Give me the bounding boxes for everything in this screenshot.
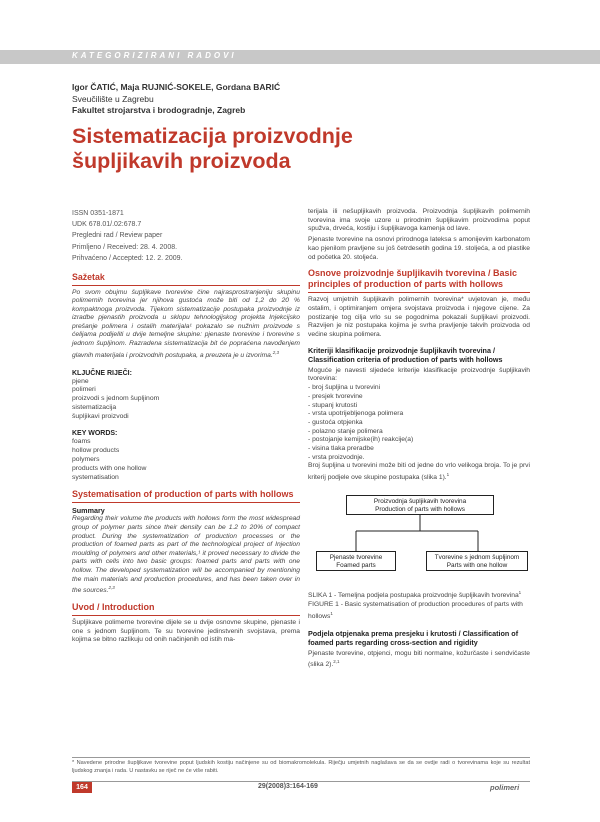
journal-name: polimeri [490, 783, 520, 792]
summary-body: Regarding their volume the products with hollows form the most widespread group of polymer parts since their density can be 1.2 to 20% of compact product. During the systematization of production processes or the production of foamed parts as part of the technological project of Injection moulding of polymers and other materials,¹ it proved necessary to divide the parts with cells into two basic groups: foamed parts and parts with one hollow. The developed systematization will be accompanied by mentioning the main materials and production procedures, and has been taken over in the sources. [72, 515, 300, 595]
summary-refs: 2,3 [108, 585, 115, 591]
sazetak-text [72, 289, 300, 361]
diagram-top-box [346, 495, 494, 515]
issn: ISSN 0351-1871 [72, 210, 124, 217]
keyword-en: polymers [72, 456, 100, 464]
divider [72, 615, 300, 616]
criteria-item: - visina tlaka preradbe [308, 445, 374, 453]
diagram-right-label-en: Parts with one hollow [446, 561, 508, 569]
criteria-item: - postojanje kemijske(ih) reakcije(a) [308, 436, 414, 444]
podjela-text [308, 650, 530, 671]
paper-title [72, 124, 552, 174]
english-heading: Systematisation of production of parts with hollows [72, 489, 294, 500]
keyword-hr: polimeri [72, 386, 96, 394]
keyword-hr: sistematizacija [72, 403, 117, 411]
divider [72, 502, 300, 503]
criteria-item: - polazno stanje polimera [308, 427, 383, 435]
keyword-en: systematisation [72, 473, 119, 481]
criteria-item: - broj šupljina u tvorevini [308, 384, 381, 392]
diagram-top-label: Proizvodnja šupljikavih tvorevina [373, 498, 467, 506]
footnote: * Navedene prirodne šupljikave tvorevine poput ljudskih kostiju načinjene su od biomakromolekula. Riječju umjetnih naglašava se da se ovdje radi o tvorevinama koje su rezultat ljudskog znanja i rada. U nastavku se riječ ne će više rabiti. [72, 760, 530, 774]
caption-en-ref: 1 [330, 610, 333, 616]
osnove-heading: Osnove proizvodnje šupljikavih tvorevina / Basic principles of production of parts with hollows [308, 268, 518, 290]
figure-caption-en [308, 601, 530, 622]
faculty: Fakultet strojarstva i brodogradnje, Zagreb [72, 105, 246, 115]
caption-hr-body: SLIKA 1 - Temeljna podjela postupaka proizvodnje šupljikavih tvorevina [308, 592, 519, 600]
diagram-top-label-en: Production of parts with hollows [375, 505, 465, 513]
kljucne-rijeci-list [72, 378, 300, 422]
section-label: KATEGORIZIRANI RADOVI [72, 51, 237, 60]
diagram-right-box [426, 551, 528, 571]
kriteriji-outro [308, 462, 530, 483]
sazetak-body: Po svom obujmu šupljikave tvorevine čine najrasprostranjeniju skupinu polimernih tvorevina jer njihova gustoća može biti od 1,2 do 20 % kompaktnoga proizvoda. Tijekom sistematizacije postupaka proizvodnje iz izradbe pjenastih proizvoda u sklopu tehnologijskog projekta Injekcijsko prešanje polimera i ostalih materijala¹ pokazalo se nužnim proizvode s ćelijama podijeliti u dvije temeljne skupine: pjenaste tvorevine i tvorevine s jednom šupljinom. Razradena sistematizacija bit će popraćena navođenjem glavnih materijala i proizvodnih postupaka, a preuzeta je u izvorima. [72, 288, 300, 359]
diagram-left-label-en: Foamed parts [336, 561, 376, 569]
kljucne-rijeci-heading: KLJUČNE RIJEČI: [72, 369, 132, 377]
title-line-1: Sistematizacija proizvodnje [72, 124, 353, 148]
caption-hr-ref: 1 [518, 590, 522, 596]
key-words-list [72, 438, 300, 482]
criteria-item: - vrsta proizvodnje. [308, 453, 365, 461]
udk: UDK 678.01/.02:678.7 [72, 221, 142, 229]
criteria-item: - gustoća otpjenka [308, 418, 363, 426]
summary-text [72, 515, 300, 596]
kriteriji-outro-body: Broj šupljina u tvorevini može biti od jedne do vrlo velikoga broja. To je prvi kriterij podjele ove skupine postupaka (slika 1). [308, 462, 530, 482]
kriteriji-outro-ref: 1 [446, 472, 450, 478]
kriteriji-intro: Moguće je navesti sljedeće kriterije klasifikacije proizvodnje šupljikavih tvorevina: [308, 366, 530, 383]
diagram-left-label: Pjenaste tvorevine [329, 554, 383, 562]
diagram-right-label: Tvorevine s jednom šupljinom [434, 554, 520, 562]
page-number: 164 [72, 782, 92, 793]
journal-issue: 29(2008)3:164-169 [258, 783, 318, 790]
podjela-body: Pjenaste tvorevine, otpjenci, mogu biti normalne, kožurčaste i sendvičaste (slika 2). [308, 649, 530, 669]
keyword-hr: šupljikavi proizvodi [72, 412, 129, 420]
uvod-heading: Uvod / Introduction [72, 602, 155, 613]
criteria-item: - stupanj krutosti [308, 401, 358, 409]
diagram-left-box [316, 551, 396, 571]
criteria-item: - presjek tvorevine [308, 392, 363, 400]
summary-heading: Summary [72, 506, 105, 516]
podjela-heading: Podjela otpjenaka prema presjeku i krutosti / Classification of foamed parts regarding cross-section and rigidity [308, 628, 519, 647]
keyword-en: hollow products [72, 447, 120, 455]
key-words-heading: KEY WORDS: [72, 430, 118, 438]
title-line-2: šupljikavih proizvoda [72, 149, 291, 173]
right-column [308, 208, 530, 670]
figure-1-diagram [308, 491, 530, 585]
criteria-item: - vrsta upotrijebljenoga polimera [308, 410, 404, 418]
paper-metadata [72, 208, 300, 264]
left-column [72, 208, 300, 645]
sazetak-refs: 2,3 [272, 349, 279, 355]
podjela-refs: 2,1 [333, 659, 340, 665]
divider [72, 285, 300, 286]
kriteriji-heading: Kriteriji klasifikacije proizvodnje šupljikavih tvorevina / Classification criteria of production of parts with hollows [308, 345, 503, 364]
uvod-text: Šupljikave polimerne tvorevine dijele se u dvije osnovne skupine, pjenaste i one s jednom šupljinom. Te su tvorevine jedinstvenih svojstava, prema kojima se bitno razlikuju od onih načinjenih od istih ma- [72, 619, 300, 644]
author-names: Igor ČATIĆ, Maja RUJNIĆ-SOKELE, Gordana BARIĆ [72, 82, 281, 92]
keyword-hr: pjene [72, 377, 89, 385]
caption-en-body: FIGURE 1 - Basic systematisation of production procedures of parts with hollows [308, 601, 523, 620]
accepted-date: Prihvaćeno / Accepted: 12. 2. 2009. [72, 254, 183, 262]
figure-caption-hr [308, 589, 530, 601]
university: Sveučilište u Zagrebu [72, 93, 154, 104]
keyword-en: products with one hollow [72, 464, 147, 472]
footnote-divider [72, 757, 530, 758]
criteria-list [308, 384, 530, 462]
intro-para-2: Pjenaste tvorevine na osnovi prirodnoga lateksa s amonijevim karbonatom kao pjenilom pravljene su još četrdesetih godina 19. stoljeća, a od plastike od početka 20. stoljeća. [308, 236, 530, 261]
divider [308, 292, 530, 293]
sazetak-heading: Sažetak [72, 272, 105, 283]
intro-continuation: terijala ili nešupljikavih proizvoda. Proizvodnja šupljikavih polimernih tvorevina ima svoje uzore u prirodnim šupljikavim proizvodima poput spužva, drveća, kostiju i šupljikavoga kamenja od lave. [308, 208, 530, 233]
osnove-text: Razvoj umjetnih šupljikavih polimernih tvorevina* uvjetovan je, među ostalim, i optimiranjem omjera svojstava proizvoda i njegove cijene. Za postizanje tog cilja vrlo su se pogodnima pokazali šupljikavi proizvodi. Razvijen je niz postupaka kojima je svrha pravljenje takvih proizvoda od većine skupina polimera. [308, 296, 530, 339]
keyword-hr: proizvodi s jednom šupljinom [72, 395, 160, 403]
received-date: Primljeno / Received: 28. 4. 2008. [72, 243, 178, 251]
author-block [72, 82, 280, 117]
keyword-en: foams [72, 438, 91, 446]
paper-type: Pregledni rad / Review paper [72, 232, 163, 240]
